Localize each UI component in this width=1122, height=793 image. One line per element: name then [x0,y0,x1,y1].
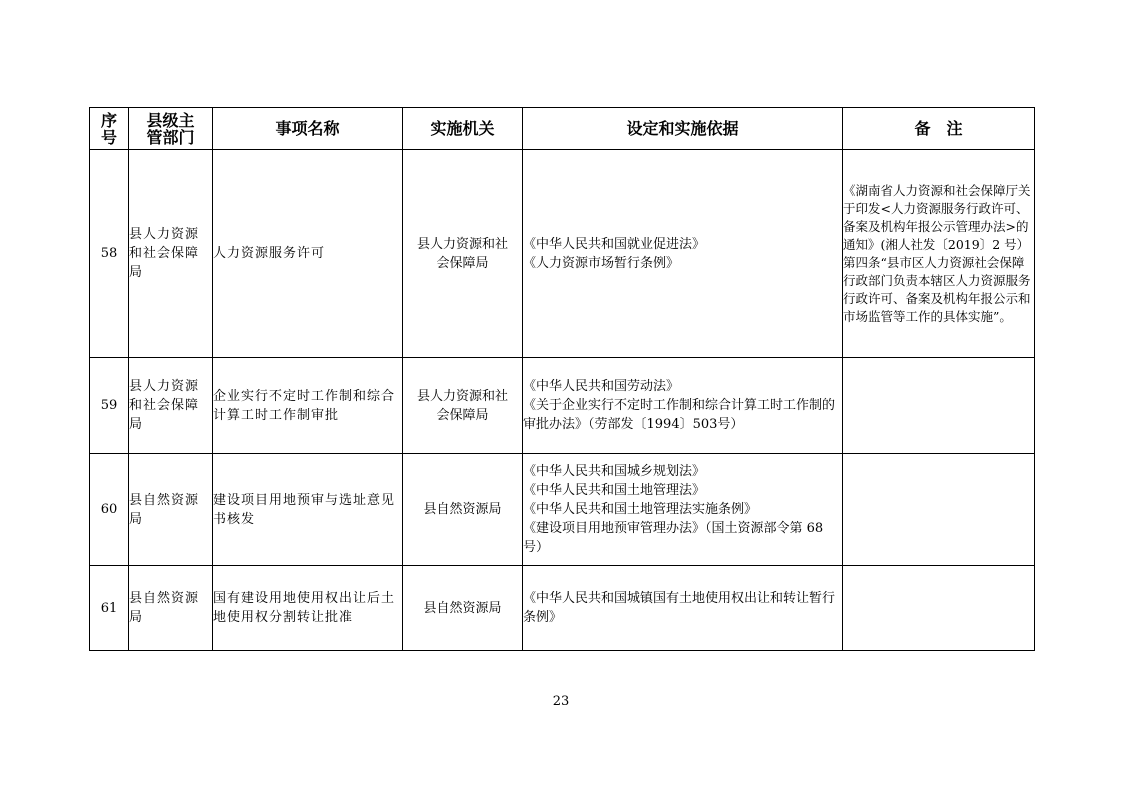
row-agency: 县自然资源局 [403,454,523,566]
row-dept: 县自然资源局 [129,454,213,566]
row-seq: 59 [90,358,129,454]
administrative-items-table [89,107,1035,651]
header-name: 事项名称 [213,108,403,150]
row-name: 人力资源服务许可 [213,150,403,358]
row-dept: 县人力资源和社会保障局 [129,150,213,358]
row-remark [843,358,1035,454]
row-dept: 县人力资源和社会保障局 [129,358,213,454]
row-name: 国有建设用地使用权出让后土地使用权分割转让批准 [213,566,403,651]
row-basis: 《中华人民共和国就业促进法》 《人力资源市场暂行条例》 [523,150,843,358]
table-row [90,358,1035,454]
header-seq: 序号 [90,108,129,150]
row-seq: 58 [90,150,129,358]
row-seq: 60 [90,454,129,566]
row-seq: 61 [90,566,129,651]
row-remark: 《湖南省人力资源和社会保障厅关于印发<人力资源服务行政许可、备案及机构年报公示管理办法>的通知》(湘人社发〔2019〕2 号）第四条“县市区人力资源社会保障行政部门负责本辖区人力资源服务行政许可、备案及机构年报公示和市场监管等工作的具体实施”。 [843,150,1035,358]
row-agency: 县人力资源和社会保障局 [403,358,523,454]
page-number: 23 [552,694,570,709]
row-basis: 《中华人民共和国城镇国有土地使用权出让和转让暂行条例》 [523,566,843,651]
row-remark [843,454,1035,566]
row-dept: 县自然资源局 [129,566,213,651]
row-agency: 县人力资源和社会保障局 [403,150,523,358]
header-dept: 县级主管部门 [129,108,213,150]
table-header-row [90,108,1035,150]
row-remark [843,566,1035,651]
header-remark: 备 注 [843,108,1035,150]
table-row [90,150,1035,358]
table-row [90,566,1035,651]
row-name: 建设项目用地预审与选址意见书核发 [213,454,403,566]
header-agency: 实施机关 [403,108,523,150]
table-row [90,454,1035,566]
row-basis: 《中华人民共和国劳动法》 《关于企业实行不定时工作制和综合计算工时工作制的审批办法》（劳部发〔1994〕503号） [523,358,843,454]
row-agency: 县自然资源局 [403,566,523,651]
header-basis: 设定和实施依据 [523,108,843,150]
row-name: 企业实行不定时工作制和综合计算工时工作制审批 [213,358,403,454]
row-basis: 《中华人民共和国城乡规划法》 《中华人民共和国土地管理法》 《中华人民共和国土地管理法实施条例》 《建设项目用地预审管理办法》（国土资源部令第 68 号） [523,454,843,566]
